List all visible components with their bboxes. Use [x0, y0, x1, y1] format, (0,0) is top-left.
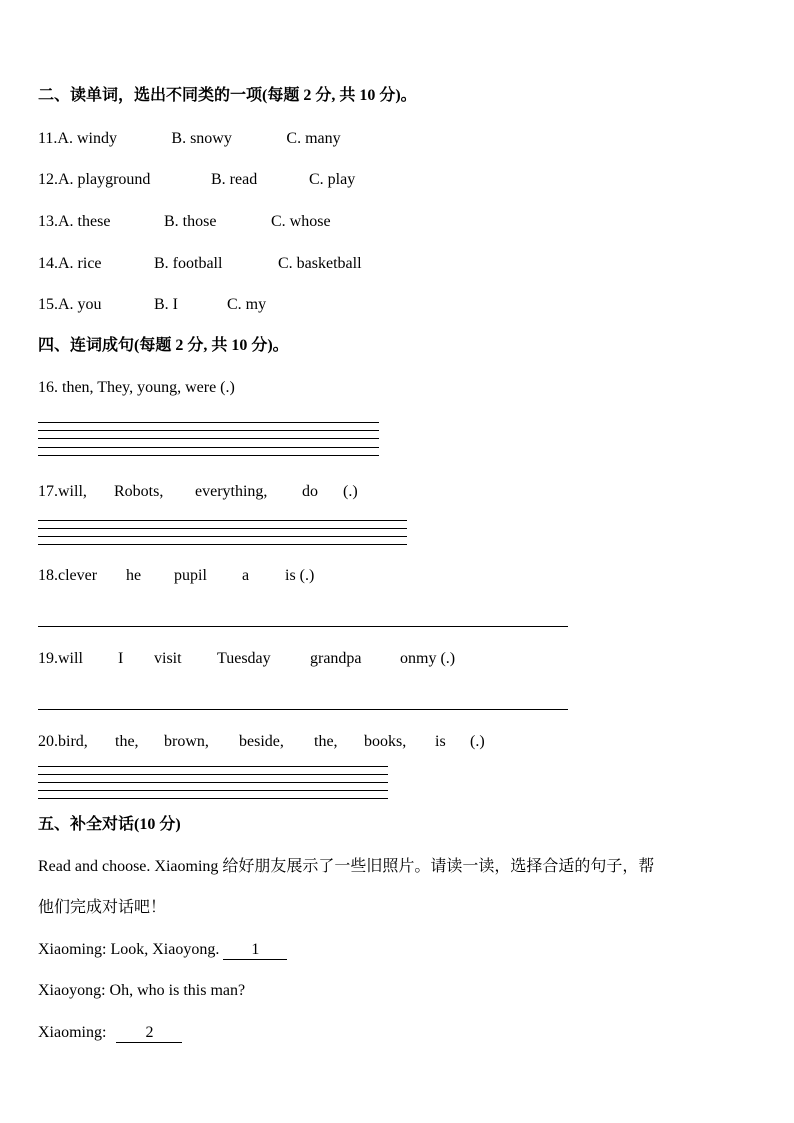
- answer-blank-2[interactable]: 2: [116, 1024, 182, 1043]
- question-number: 13.: [38, 213, 58, 230]
- option-a: A. windy: [57, 130, 117, 147]
- speaker: Xiaoyong:: [38, 982, 106, 999]
- dialogue-line-1: [38, 940, 287, 960]
- question-19: [38, 649, 455, 669]
- dialogue-text: Look, Xiaoyong.: [106, 941, 224, 958]
- question-16: 16. then, They, young, were (.): [38, 379, 235, 396]
- word: Robots,: [114, 483, 164, 500]
- dialogue-text: [106, 1023, 116, 1043]
- question-number: 19.: [38, 650, 58, 667]
- question-11: [38, 129, 341, 149]
- word: onmy (.): [400, 650, 456, 667]
- section-2-title: 二、读单词，选出不同类的一项(每题 2 分, 共 10 分)。: [38, 87, 417, 104]
- word: will,: [58, 483, 87, 500]
- answer-blank-1[interactable]: 1: [223, 941, 287, 960]
- option-c: C. basketball: [278, 255, 362, 272]
- dialogue-text: Oh, who is this man?: [105, 982, 246, 999]
- speaker: Xiaoming:: [38, 1024, 107, 1041]
- option-c: C. many: [286, 130, 341, 147]
- word: is: [435, 733, 446, 750]
- word: Tuesday: [217, 650, 271, 667]
- word: he: [126, 567, 142, 584]
- dialogue-line-2: [38, 981, 245, 1001]
- word: the,: [115, 733, 139, 750]
- word: beside,: [239, 733, 284, 750]
- question-number: 17.: [38, 483, 58, 500]
- word: brown,: [164, 733, 209, 750]
- word: will: [58, 650, 83, 667]
- option-a: A. these: [58, 213, 111, 230]
- section-4-title: 四、连词成句(每题 2 分, 共 10 分)。: [38, 337, 289, 354]
- speaker: Xiaoming:: [38, 941, 107, 958]
- question-number: 14.: [38, 255, 58, 272]
- option-b: B. those: [164, 213, 217, 230]
- question-20: [38, 732, 485, 752]
- question-number: 18.: [38, 567, 58, 584]
- word: is (.): [285, 567, 315, 584]
- question-12: [38, 170, 355, 190]
- question-18: [38, 566, 314, 586]
- option-b: B. snowy: [171, 130, 232, 147]
- word: everything,: [195, 483, 268, 500]
- word: the,: [314, 733, 338, 750]
- word: a: [242, 567, 250, 584]
- question-number: 12.: [38, 171, 58, 188]
- option-b: B. football: [154, 255, 223, 272]
- word: grandpa: [310, 650, 362, 667]
- option-a: A. you: [58, 296, 102, 313]
- question-13: [38, 212, 331, 232]
- instruction-line-2: 他们完成对话吧！: [38, 899, 167, 916]
- dialogue-line-3: [38, 1023, 182, 1043]
- word: (.): [470, 733, 485, 750]
- word: (.): [343, 483, 358, 500]
- word: books,: [364, 733, 407, 750]
- option-b: B. I: [154, 296, 178, 313]
- question-17: [38, 482, 358, 502]
- word: do: [302, 483, 318, 500]
- word: bird,: [58, 733, 88, 750]
- option-a: A. playground: [58, 171, 151, 188]
- question-number: 20.: [38, 733, 58, 750]
- question-number: 15.: [38, 296, 58, 313]
- option-c: C. whose: [271, 213, 331, 230]
- option-a: A. rice: [58, 255, 102, 272]
- question-number: 11.: [38, 130, 58, 147]
- option-c: C. my: [227, 296, 267, 313]
- word: clever: [58, 567, 98, 584]
- word: pupil: [174, 567, 207, 584]
- word: I: [118, 650, 124, 667]
- question-14: [38, 254, 362, 274]
- option-c: C. play: [309, 171, 356, 188]
- word: visit: [154, 650, 182, 667]
- section-5-title: 五、补全对话(10 分): [38, 816, 181, 833]
- instruction-line-1: Read and choose. Xiaoming 给好朋友展示了一些旧照片。请读一读，选择合适的句子，帮: [38, 858, 655, 875]
- option-b: B. read: [211, 171, 258, 188]
- question-15: [38, 295, 266, 315]
